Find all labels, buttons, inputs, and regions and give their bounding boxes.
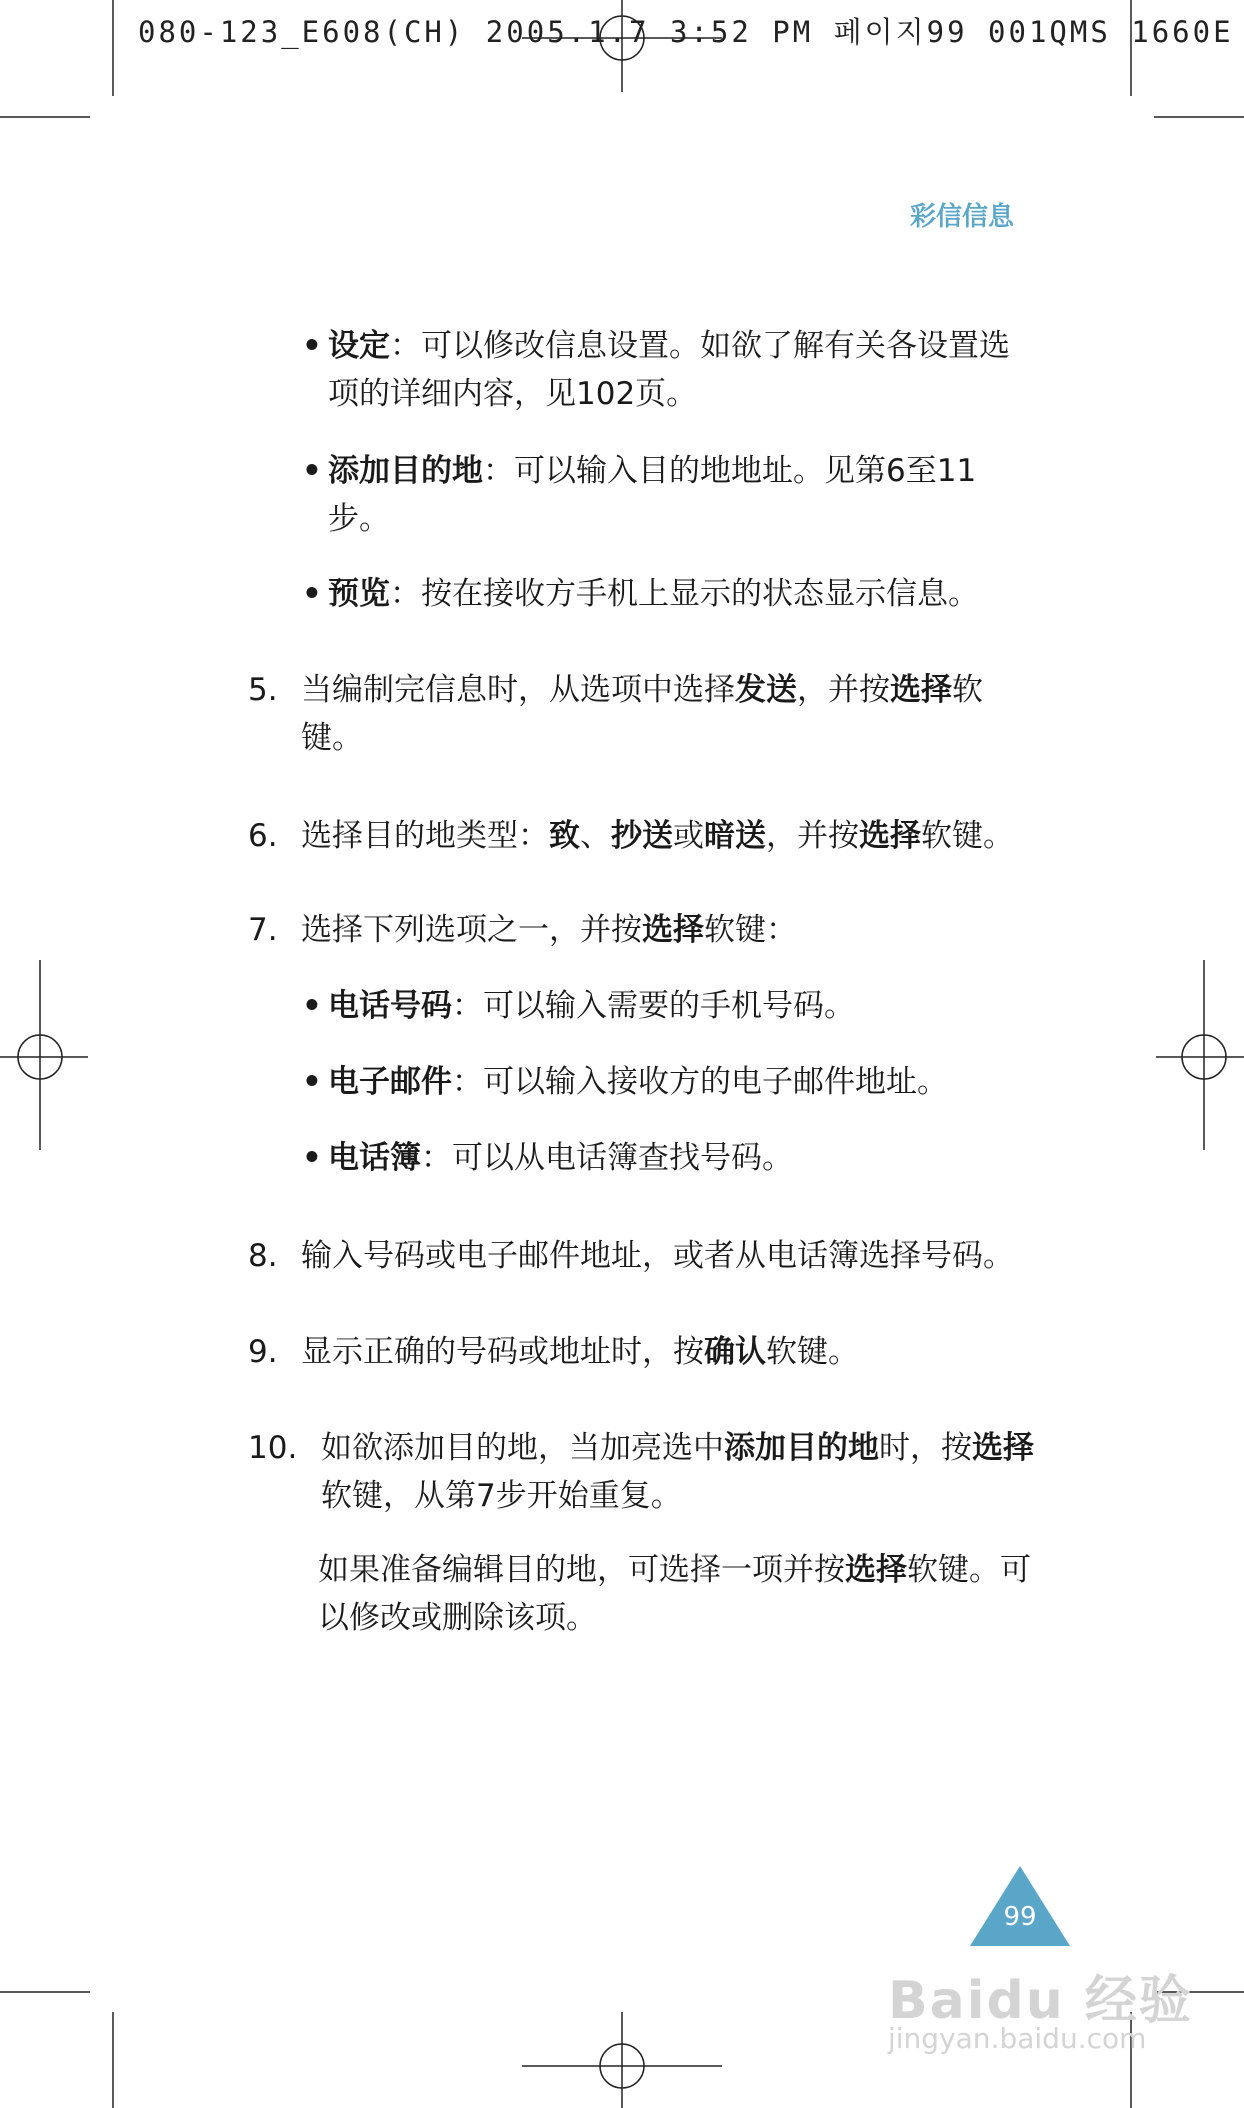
step-number: 7. — [248, 912, 278, 948]
step-text — [301, 1328, 1041, 1376]
bullet-term: 设定 — [328, 328, 390, 364]
step-keyword: 选择 — [642, 912, 704, 948]
step-run: 软键。 — [921, 818, 1014, 854]
page-number-badge — [970, 1866, 1070, 1946]
step-number: 10. — [248, 1430, 298, 1466]
step-keyword: 选择 — [890, 672, 952, 708]
step-run: 或 — [673, 818, 704, 854]
bullet-term: 添加目的地 — [328, 453, 483, 489]
bullet-text — [328, 322, 1028, 418]
step-run: 软键。 — [766, 1334, 859, 1370]
bullet-dot: • — [302, 453, 322, 489]
step-number: 9. — [248, 1334, 278, 1370]
bullet-term: 电话号码 — [328, 988, 452, 1024]
step-text — [321, 1424, 1041, 1520]
note-keyword: 选择 — [845, 1552, 907, 1588]
step-run: 软键。 — [301, 672, 983, 756]
step-number: 8. — [248, 1238, 278, 1274]
bullet-dot: • — [302, 988, 322, 1024]
step-text — [301, 906, 1041, 954]
bullet-desc: ：按在接收方手机上显示的状态显示信息。 — [390, 576, 979, 612]
step-keyword: 选择 — [859, 818, 921, 854]
step-keyword: 抄送 — [611, 818, 673, 854]
step-run: ，并按 — [766, 818, 859, 854]
step-run: 显示正确的号码或地址时，按 — [301, 1334, 704, 1370]
note-run: 如果准备编辑目的地，可选择一项并按 — [318, 1552, 845, 1588]
step-text — [301, 1232, 1041, 1280]
section-title: 彩信信息 — [910, 202, 1015, 232]
bullet-dot: • — [302, 1140, 322, 1176]
bullet-desc: ：可以输入需要的手机号码。 — [452, 988, 855, 1024]
baidu-watermark — [880, 1958, 1193, 2068]
bullet-term: 电子邮件 — [328, 1064, 452, 1100]
step-run: 时，按 — [879, 1430, 972, 1466]
bullet-dot: • — [302, 1064, 322, 1100]
step-keyword: 发送 — [735, 672, 797, 708]
step-keyword: 确认 — [704, 1334, 766, 1370]
print-header: 080-123_E608(CH) 2005.1.7 3:52 PM 페이지99 001QMS 1660E — [138, 15, 1234, 49]
bullet-term: 电话簿 — [328, 1140, 421, 1176]
step-keyword: 选择 — [972, 1430, 1034, 1466]
step-text — [301, 812, 1041, 860]
step-run: 如欲添加目的地，当加亮选中 — [321, 1430, 724, 1466]
step-text — [301, 666, 1041, 762]
bullet-text — [328, 982, 1028, 1030]
registration-mark-right — [1156, 960, 1244, 1150]
step-keyword: 添加目的地 — [724, 1430, 879, 1466]
registration-mark-left — [0, 960, 88, 1150]
step-run: ，并按 — [797, 672, 890, 708]
watermark-url: jingyan.baidu.com — [888, 2022, 1147, 2055]
registration-mark-bottom — [522, 2012, 722, 2108]
step-number: 5. — [248, 672, 278, 708]
page-number: 99 — [1003, 1902, 1037, 1932]
step-run: 输入号码或电子邮件地址，或者从电话簿选择号码。 — [301, 1238, 1014, 1274]
bullet-text — [328, 447, 1028, 543]
bullet-text — [328, 1134, 1028, 1182]
step-number: 6. — [248, 818, 278, 854]
step-run: 、 — [580, 818, 611, 854]
step-run: 软键，从第7步开始重复。 — [321, 1478, 682, 1514]
step-run: 选择下列选项之一，并按 — [301, 912, 642, 948]
note-run: 软键。可以修改或删除该项。 — [318, 1552, 1031, 1636]
step-10-note — [318, 1546, 1038, 1642]
step-keyword: 致 — [549, 818, 580, 854]
bullet-text — [328, 1058, 1028, 1106]
bullet-desc: ：可以从电话簿查找号码。 — [421, 1140, 793, 1176]
step-run: 软键： — [704, 912, 797, 948]
watermark-logo-text: Baidu 经验 — [888, 1971, 1193, 2031]
bullet-desc: ：可以输入目的地地址。见第6至11步。 — [328, 453, 977, 537]
bullet-desc: ：可以输入接收方的电子邮件地址。 — [452, 1064, 948, 1100]
bullet-desc: ：可以修改信息设置。如欲了解有关各设置选项的详细内容，见102页。 — [328, 328, 1010, 412]
step-keyword: 暗送 — [704, 818, 766, 854]
bullet-term: 预览 — [328, 576, 390, 612]
bullet-text — [328, 570, 1028, 618]
step-run: 选择目的地类型： — [301, 818, 549, 854]
bullet-dot: • — [302, 328, 322, 364]
registration-mark-top — [522, 0, 722, 92]
bullet-dot: • — [302, 576, 322, 612]
step-run: 当编制完信息时，从选项中选择 — [301, 672, 735, 708]
